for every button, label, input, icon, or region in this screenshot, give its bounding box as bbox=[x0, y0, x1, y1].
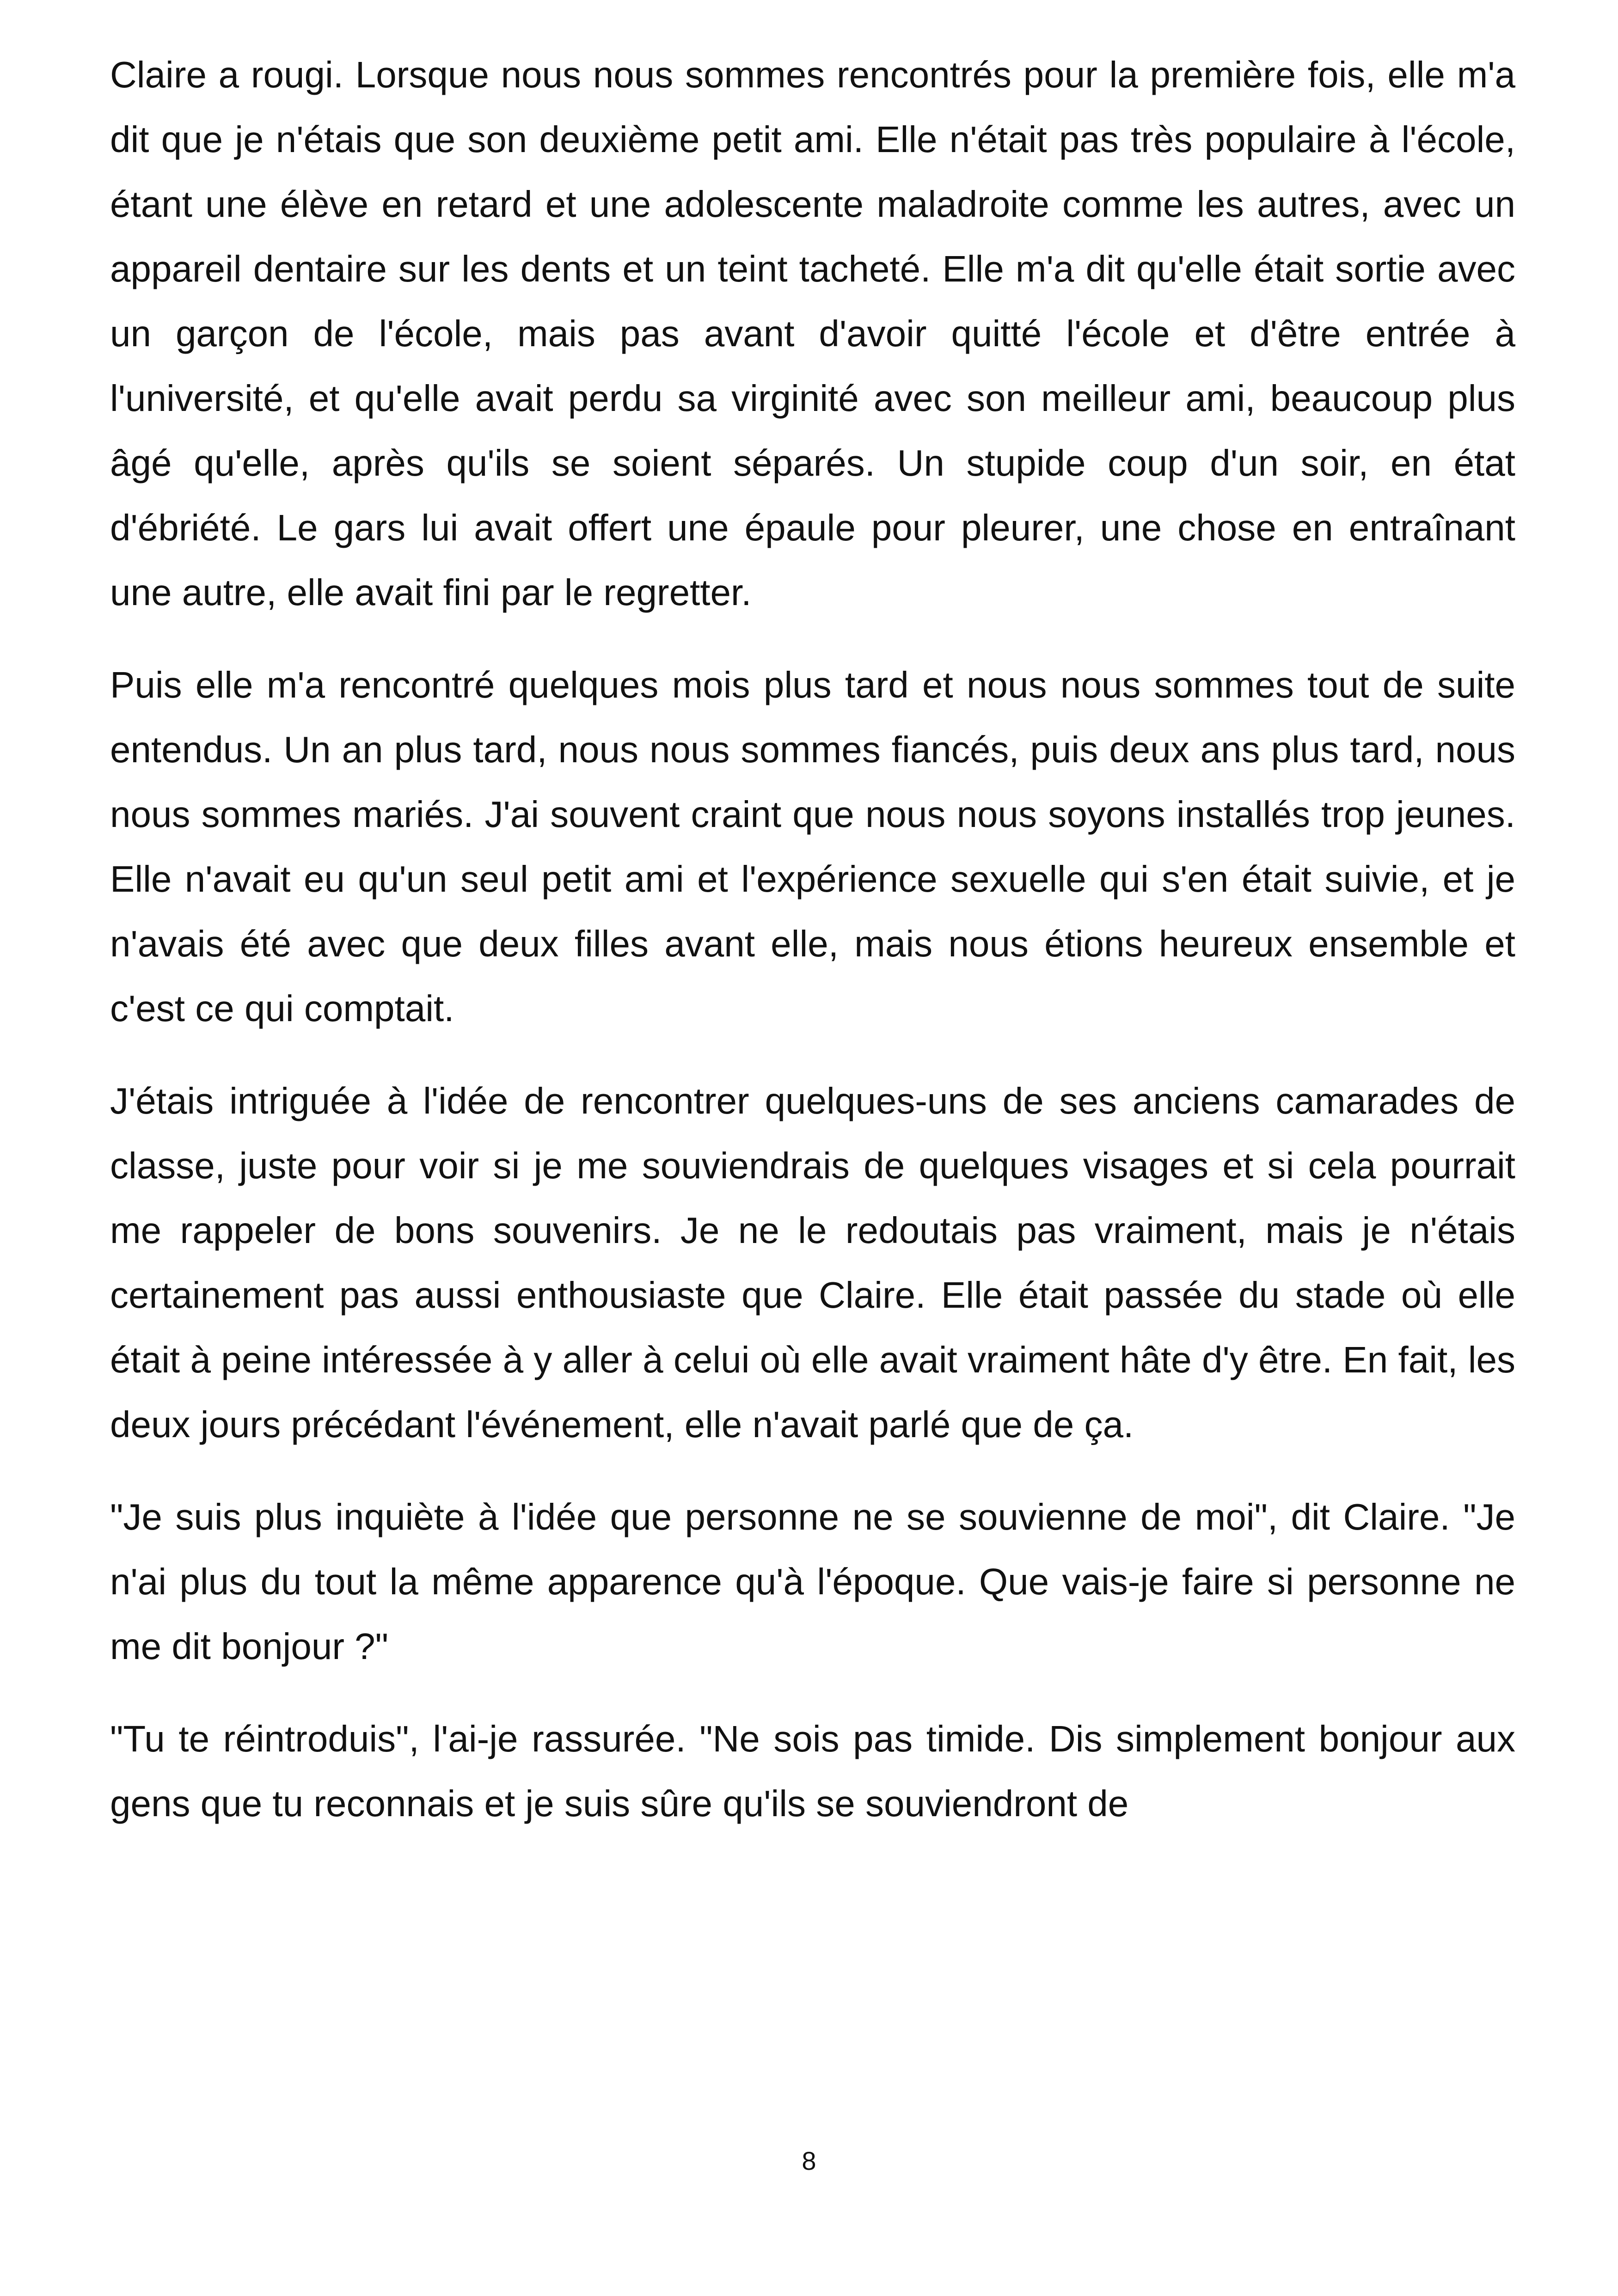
paragraph-5: "Tu te réintroduis", l'ai-je rassurée. "Ne sois pas timide. Dis simplement bonjour aux gens que tu reconnais et je suis sûre qu'ils se souviendront de bbox=[110, 1718, 1515, 1824]
paragraph-1: Claire a rougi. Lorsque nous nous sommes rencontrés pour la première fois, elle m'a dit que je n'étais que son deuxième petit ami. Elle n'était pas très populaire à l'école, étant une élève en retard et une adolescente maladroite comme les autres, avec un appareil dentaire sur les dents et un teint tacheté. Elle m'a dit qu'elle était sortie avec un garçon de l'école, mais pas avant d'avoir quitté l'école et d'être entrée à l'université, et qu'elle avait perdu sa virginité avec son meilleur ami, beaucoup plus âgé qu'elle, après qu'ils se soient séparés. Un stupide coup d'un soir, en état d'ébriété. Le gars lui avait offert une épaule pour pleurer, une chose en entraînant une autre, elle avait fini par le regretter. bbox=[110, 54, 1515, 613]
page-number: 8 bbox=[802, 2146, 816, 2175]
paragraph-3: J'étais intriguée à l'idée de rencontrer quelques-uns de ses anciens camarades de classe, juste pour voir si je me souviendrais de quelques visages et si cela pourrait me rappeler de bons souvenirs. Je ne le redoutais pas vraiment, mais je n'étais certainement pas aussi enthousiaste que Claire. Elle était passée du stade où elle était à peine intéressée à y aller à celui où elle avait vraiment hâte d'y être. En fait, les deux jours précédant l'événement, elle n'avait parlé que de ça. bbox=[110, 1080, 1515, 1445]
paragraph-2: Puis elle m'a rencontré quelques mois plus tard et nous nous sommes tout de suite entendus. Un an plus tard, nous nous sommes fiancés, puis deux ans plus tard, nous nous sommes mariés. J'ai souvent craint que nous nous soyons installés trop jeunes. Elle n'avait eu qu'un seul petit ami et l'expérience sexuelle qui s'en était suivie, et je n'avais été avec que deux filles avant elle, mais nous étions heureux ensemble et c'est ce qui comptait. bbox=[110, 664, 1515, 1029]
paragraph-4: "Je suis plus inquiète à l'idée que personne ne se souvienne de moi", dit Claire. "Je n'ai plus du tout la même apparence qu'à l'époque. Que vais-je faire si personne ne me dit bonjour ?" bbox=[110, 1496, 1515, 1667]
body-text bbox=[110, 43, 1515, 1864]
